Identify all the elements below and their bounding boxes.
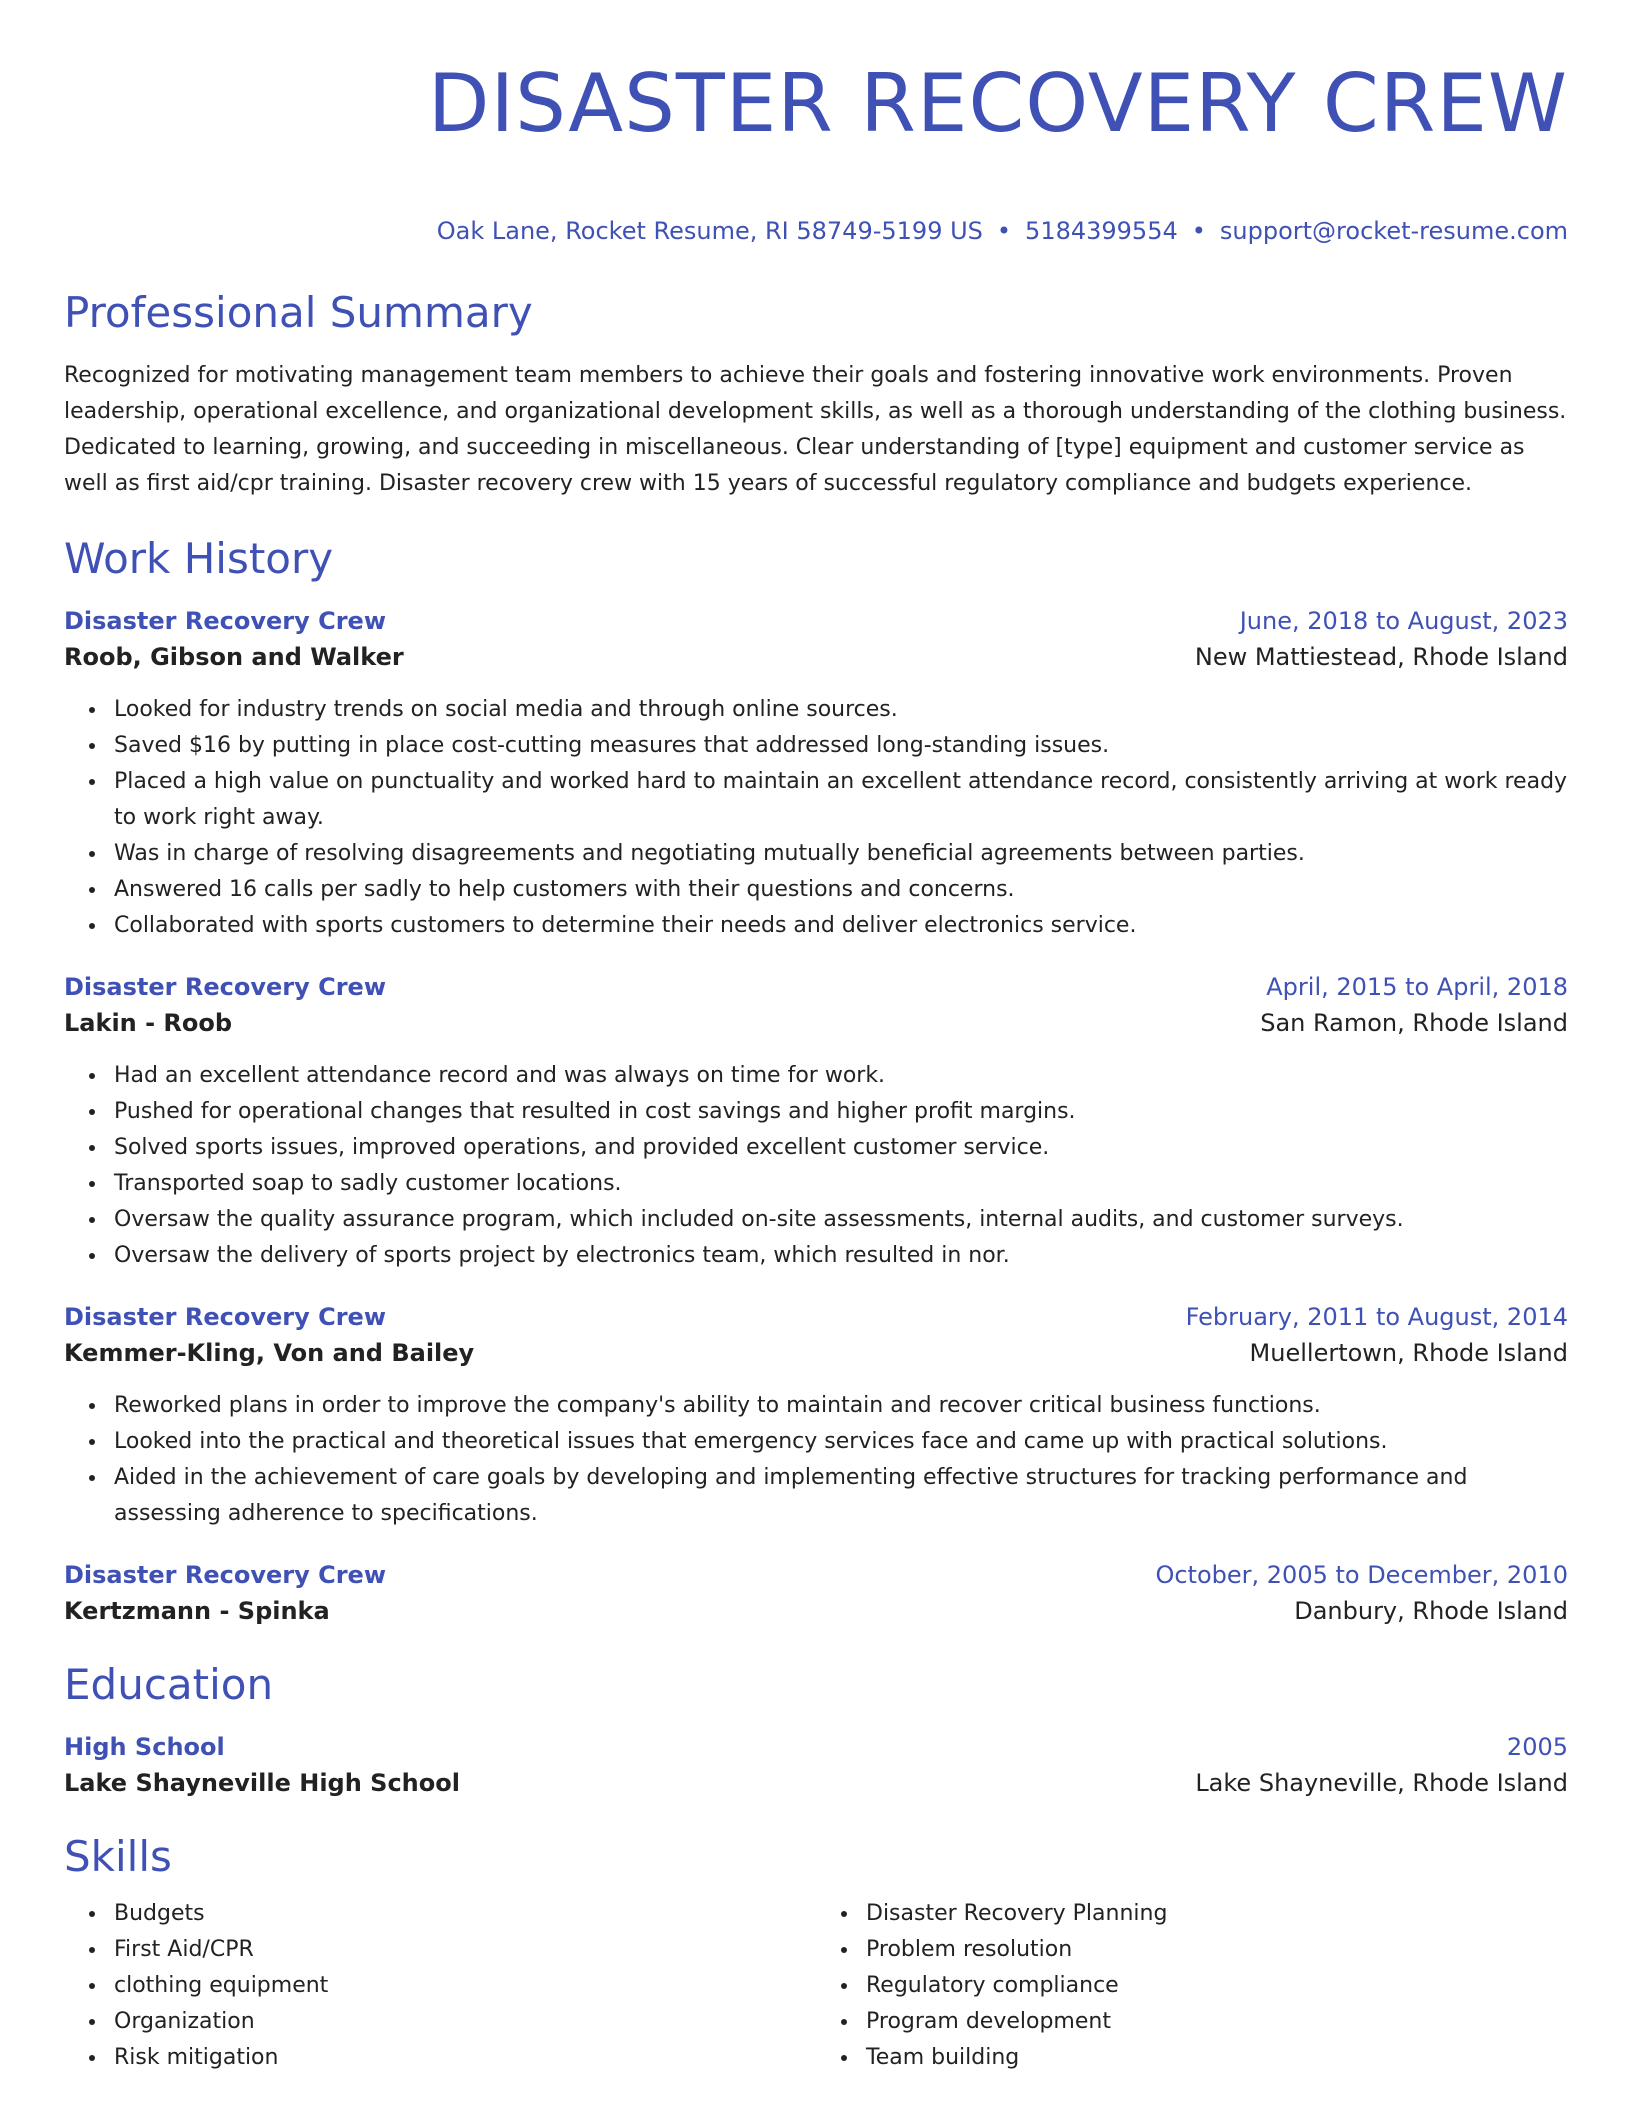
education-location: Lake Shayneville, Rhode Island — [1195, 1769, 1568, 1797]
job-bullet: • Had an excellent attendance record and was always on time for work. — [108, 1058, 1568, 1094]
job-bullet: • Placed a high value on punctuality and worked hard to maintain an excellent attendance record, consistently arriving at work ready to work right away. — [108, 764, 1568, 836]
summary-heading: Professional Summary — [64, 288, 533, 337]
resume-header — [64, 0, 1568, 246]
job-location: Muellertown, Rhode Island — [1249, 1339, 1568, 1367]
job-bullet: • Answered 16 calls per sadly to help customers with their questions and concerns. — [108, 872, 1568, 908]
skills-section — [64, 1832, 1568, 2076]
skills-columns — [64, 1896, 1568, 2076]
contact-info — [64, 216, 1568, 246]
contact-phone: 5184399554 — [1025, 217, 1178, 245]
job-bullet: • Aided in the achievement of care goals by developing and implementing effective structures for tracking performance and assessing adherence to specifications. — [108, 1460, 1568, 1532]
skill-item: • First Aid/CPR — [108, 1932, 816, 1968]
education-degree: High School — [64, 1733, 225, 1761]
job-entry — [64, 1558, 1568, 1630]
contact-address: Oak Lane, Rocket Resume, RI 58749-5199 US — [436, 217, 983, 245]
job-entry — [64, 604, 1568, 944]
candidate-name: DISASTER RECOVERY CREW — [427, 57, 1568, 150]
job-title: Disaster Recovery Crew — [64, 973, 386, 1001]
work-history-section — [64, 534, 1568, 1630]
job-bullet: • Reworked plans in order to improve the company's ability to maintain and recover critical business functions. — [108, 1388, 1568, 1424]
job-bullet: • Collaborated with sports customers to determine their needs and deliver electronics service. — [108, 908, 1568, 944]
job-dates: June, 2018 to August, 2023 — [1239, 607, 1568, 635]
job-entry — [64, 1300, 1568, 1532]
education-entry — [64, 1730, 1568, 1802]
skill-item: • Organization — [108, 2004, 816, 2040]
job-title: Disaster Recovery Crew — [64, 607, 386, 635]
contact-separator: • — [996, 217, 1012, 245]
job-bullet-list — [64, 1058, 1568, 1274]
education-heading: Education — [64, 1660, 274, 1709]
job-bullet: • Solved sports issues, improved operations, and provided excellent customer service. — [108, 1130, 1568, 1166]
job-company: Roob, Gibson and Walker — [64, 643, 404, 671]
job-bullet-list — [64, 692, 1568, 944]
skill-item: • clothing equipment — [108, 1968, 816, 2004]
job-list — [64, 604, 1568, 1630]
job-title: Disaster Recovery Crew — [64, 1303, 386, 1331]
education-section — [64, 1660, 1568, 1802]
job-company: Kemmer-Kling, Von and Bailey — [64, 1339, 475, 1367]
work-history-heading: Work History — [64, 534, 334, 583]
skill-item: • Problem resolution — [860, 1932, 1568, 1968]
skill-item: • Disaster Recovery Planning — [860, 1896, 1568, 1932]
summary-text: Recognized for motivating management team members to achieve their goals and fostering innovative work environments. Proven leadership, operational excellence, and organizational development skills, as well as a thorough understanding of the clothing business. Dedicated to learning, growing, and succeeding in miscellaneous. Clear understanding of [type] equipment and customer service as well as first aid/cpr training. Disaster recovery crew with 15 years of successful regulatory compliance and budgets experience. — [64, 363, 1567, 496]
job-bullet: • Was in charge of resolving disagreements and negotiating mutually beneficial agreements between parties. — [108, 836, 1568, 872]
summary-section — [64, 288, 1568, 502]
job-entry — [64, 970, 1568, 1274]
job-bullet-list — [64, 1388, 1568, 1532]
skills-right-column — [816, 1896, 1568, 2076]
job-bullet: • Looked into the practical and theoretical issues that emergency services face and came up with practical solutions. — [108, 1424, 1568, 1460]
job-location: New Mattiestead, Rhode Island — [1194, 643, 1568, 671]
skill-item: • Program development — [860, 2004, 1568, 2040]
job-dates: October, 2005 to December, 2010 — [1155, 1561, 1568, 1589]
skills-heading: Skills — [64, 1832, 172, 1881]
job-bullet: • Looked for industry trends on social media and through online sources. — [108, 692, 1568, 728]
education-year: 2005 — [1506, 1733, 1568, 1761]
skill-item: • Regulatory compliance — [860, 1968, 1568, 2004]
job-company: Lakin - Roob — [64, 1009, 233, 1037]
skill-item: • Budgets — [108, 1896, 816, 1932]
job-dates: April, 2015 to April, 2018 — [1266, 973, 1568, 1001]
job-dates: February, 2011 to August, 2014 — [1185, 1303, 1568, 1331]
contact-separator: • — [1191, 217, 1206, 245]
skill-item: • Risk mitigation — [108, 2040, 816, 2076]
contact-email[interactable]: support@rocket-resume.com — [1219, 217, 1568, 245]
job-bullet: • Oversaw the quality assurance program, which included on-site assessments, internal audits, and customer surveys. — [108, 1202, 1568, 1238]
skills-left-column — [64, 1896, 816, 2076]
job-bullet: • Saved $16 by putting in place cost-cutting measures that addressed long-standing issues. — [108, 728, 1568, 764]
job-bullet: • Pushed for operational changes that resulted in cost savings and higher profit margins. — [108, 1094, 1568, 1130]
job-bullet: • Transported soap to sadly customer locations. — [108, 1166, 1568, 1202]
job-bullet: • Oversaw the delivery of sports project by electronics team, which resulted in nor. — [108, 1238, 1568, 1274]
job-title: Disaster Recovery Crew — [64, 1561, 386, 1589]
education-school: Lake Shayneville High School — [64, 1769, 460, 1797]
job-location: Danbury, Rhode Island — [1294, 1597, 1568, 1625]
skill-item: • Team building — [860, 2040, 1568, 2076]
job-company: Kertzmann - Spinka — [64, 1597, 330, 1625]
job-location: San Ramon, Rhode Island — [1260, 1009, 1568, 1037]
